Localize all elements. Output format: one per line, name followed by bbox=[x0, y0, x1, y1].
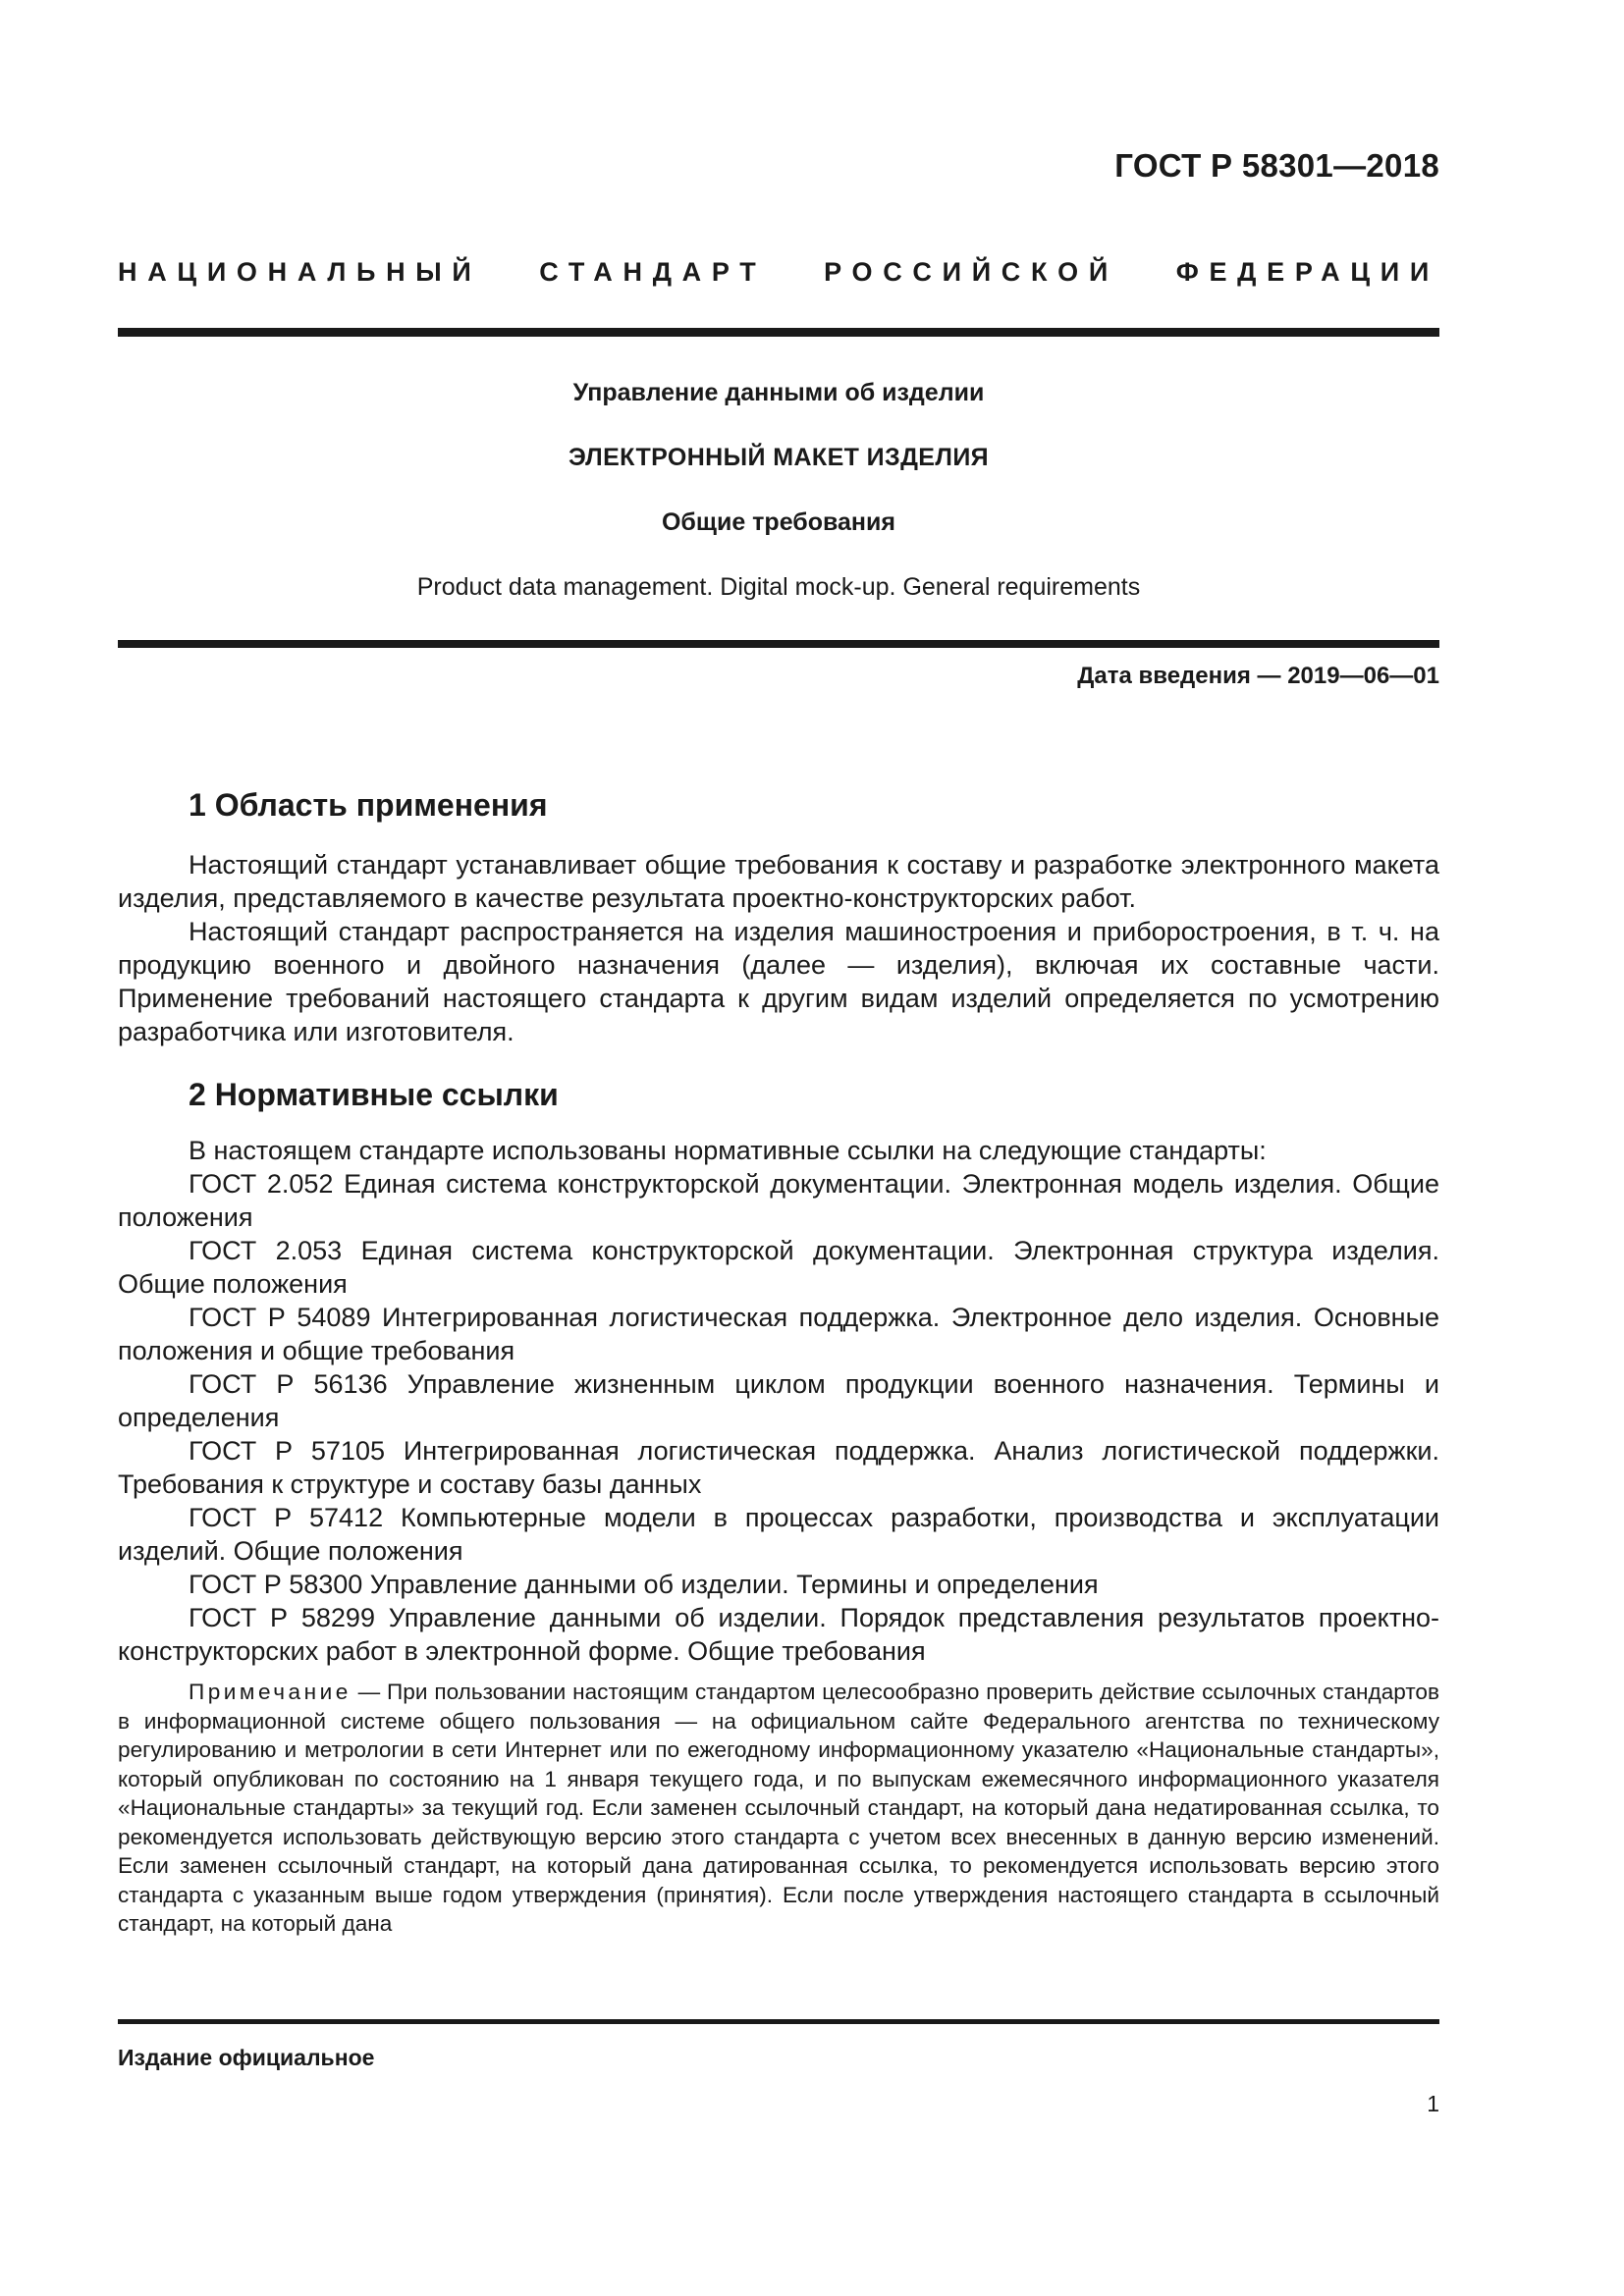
note-paragraph bbox=[118, 1678, 1439, 1939]
reference-item: ГОСТ Р 57412 Компьютерные модели в процессах разработки, производства и эксплуатации изделий. Общие положения bbox=[118, 1503, 1439, 1566]
section-2-paragraph: В настоящем стандарте использованы нормативные ссылки на следующие стандарты: bbox=[189, 1136, 1267, 1165]
document-body bbox=[118, 785, 1439, 1939]
national-standard-title: НАЦИОНАЛЬНЫЙ СТАНДАРТ РОССИЙСКОЙ ФЕДЕРАЦИИ bbox=[118, 257, 1439, 287]
title-line-1: Управление данными об изделии bbox=[572, 379, 985, 406]
reference-item: ГОСТ Р 57105 Интегрированная логистическая поддержка. Анализ логистической поддержки. Требования к структуре и составу базы данных bbox=[118, 1436, 1439, 1499]
top-rule bbox=[118, 328, 1439, 337]
reference-item: ГОСТ 2.052 Единая система конструкторской документации. Электронная модель изделия. Общие положения bbox=[118, 1169, 1439, 1232]
middle-rule bbox=[118, 640, 1439, 648]
reference-item: ГОСТ Р 58300 Управление данными об изделии. Термины и определения bbox=[189, 1570, 1099, 1599]
document-code: ГОСТ Р 58301—2018 bbox=[1114, 147, 1439, 184]
note-label: Примечание bbox=[189, 1680, 352, 1704]
page-number: 1 bbox=[1427, 2091, 1439, 2116]
footer-rule bbox=[118, 2019, 1439, 2024]
section-1-paragraph: Настоящий стандарт устанавливает общие требования к составу и разработке электронного макета изделия, представляемого в качестве результата проектно-конструкторских работ. bbox=[118, 850, 1439, 913]
reference-item: ГОСТ Р 56136 Управление жизненным циклом продукции военного назначения. Термины и определения bbox=[118, 1369, 1439, 1432]
section-1-heading: 1 Область применения bbox=[189, 787, 548, 823]
section-2-heading: 2 Нормативные ссылки bbox=[189, 1077, 559, 1112]
official-edition-label: Издание официальное bbox=[118, 2045, 375, 2070]
title-line-2: ЭЛЕКТРОННЫЙ МАКЕТ ИЗДЕЛИЯ bbox=[568, 444, 990, 471]
reference-item: ГОСТ 2.053 Единая система конструкторской документации. Электронная структура изделия. Общие положения bbox=[118, 1236, 1439, 1299]
english-title: Product data management. Digital mock-up. General requirements bbox=[416, 573, 1141, 601]
section-1-paragraph: Настоящий стандарт распространяется на изделия машиностроения и приборостроения, в т. ч. на продукцию военного и двойного назначения (далее — изделия), включая их составные части. Применение требований настоящего стандарта к другим видам изделий определяется по усмотрению разработчика или изготовителя. bbox=[118, 917, 1439, 1046]
note-text: — При пользовании настоящим стандартом целесообразно проверить действие ссылочных стандартов в информационной системе общего пользования — на официальном сайте Федерального агентства по техническому регулированию и метрологии в сети Интернет или по ежегодному информационному указателю «Национальные стандарты», который опубликован по состоянию на 1 января текущего года, и по выпускам ежемесячного информационного указателя «Национальные стандарты» за текущий год. Если заменен ссылочный стандарт, на который дана недатированная ссылка, то рекомендуется использовать действующую версию этого стандарта с учетом всех внесенных в данную версию изменений. Если заменен ссылочный стандарт, на который дана датированная ссылка, то рекомендуется использовать версию этого стандарта с указанным выше годом утверждения (принятия). Если после утверждения настоящего стандарта в ссылочный стандарт, на который дана bbox=[118, 1680, 1439, 1936]
reference-item: ГОСТ Р 54089 Интегрированная логистическая поддержка. Электронное дело изделия. Основные положения и общие требования bbox=[118, 1303, 1439, 1365]
introduction-date: Дата введения — 2019—06—01 bbox=[1077, 663, 1439, 689]
title-line-3: Общие требования bbox=[661, 508, 895, 536]
reference-item: ГОСТ Р 58299 Управление данными об изделии. Порядок представления результатов проектно-конструкторских работ в электронной форме. Общие требования bbox=[118, 1603, 1439, 1666]
